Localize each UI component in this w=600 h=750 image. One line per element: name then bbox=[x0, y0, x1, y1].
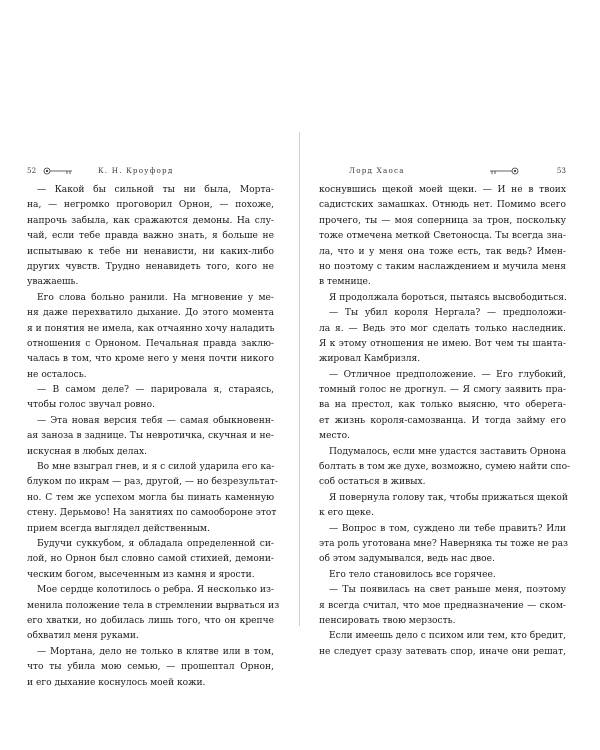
text-line: жировал Камбризля. bbox=[319, 354, 421, 365]
text-line: ческим богом, высеченным из камня и ярости. bbox=[27, 569, 255, 580]
text-line: обхватил меня руками. bbox=[27, 631, 139, 642]
text-line: испытываю к тебе ни ненависти, ни каких-либо bbox=[27, 246, 274, 257]
text-line: чалась в том, что кроме него у меня почти никого bbox=[27, 354, 274, 365]
text-line: — В самом деле? — парировала я, стараясь, bbox=[37, 385, 274, 396]
left-body-text bbox=[27, 183, 280, 691]
text-line: место. bbox=[319, 431, 350, 442]
text-line: менила положение тела в стремлении вырваться из bbox=[27, 600, 280, 611]
text-line: ня даже перехватило дыхание. До этого момента bbox=[27, 308, 274, 319]
text-line: не следует сразу затевать спор, иначе они решат, bbox=[319, 646, 566, 657]
page-gutter-line bbox=[299, 132, 300, 626]
text-line: ла, что и у меня она тоже есть, так ведь? Имен- bbox=[319, 246, 566, 257]
text-line: тоже отмечена меткой Светоносца. Ты всегда зна- bbox=[319, 231, 566, 242]
text-line: ет жизнь короля-самозванца. И тогда займу его bbox=[319, 415, 566, 426]
left-page-number: 52 bbox=[27, 166, 37, 175]
text-line: ва на престол, как только выясню, что оберега- bbox=[319, 400, 566, 411]
text-line: Я повернула голову так, чтобы прижаться щекой bbox=[329, 492, 568, 503]
text-line: что ты убила мою семью, — прошептал Орнон, bbox=[27, 662, 274, 673]
right-running-head bbox=[319, 166, 566, 178]
right-page bbox=[319, 0, 571, 750]
left-running-title: К. Н. Кроуфорд bbox=[98, 166, 174, 175]
left-page bbox=[27, 0, 280, 750]
text-line: прочего, ты — моя соперница за трон, поскольку bbox=[319, 215, 566, 226]
text-line: Будучи суккубом, я обладала определенной си- bbox=[37, 538, 274, 549]
right-body-text bbox=[319, 183, 571, 660]
text-line: но поэтому с таким наслаждением и мучила меня bbox=[319, 261, 566, 272]
text-line: я всегда считал, что мое предназначение — ском- bbox=[319, 600, 566, 611]
text-line: других чувств. Трудно ненавидеть того, кого не bbox=[27, 261, 274, 272]
text-line: — Ты убил короля Нергала? — предположи- bbox=[329, 308, 566, 319]
text-line: Мое сердце колотилось о ребра. Я несколько из- bbox=[37, 585, 274, 596]
text-line: Подумалось, если мне удастся заставить Орнона bbox=[329, 446, 567, 457]
text-line: к его щеке. bbox=[319, 508, 374, 519]
text-line: Я к этому отношения не имею. Вот чем ты шанта- bbox=[319, 338, 566, 349]
text-line: — Эта новая версия тебя — самая обыкновенн- bbox=[37, 415, 274, 426]
right-running-title: Лорд Хаоса bbox=[349, 166, 405, 175]
text-line: я и понятия не имела, как отчаянно хочу наладить bbox=[27, 323, 275, 334]
text-line: чай, если тебе правда важно знать, я больше не bbox=[27, 231, 274, 242]
text-line: коснувшись щекой моей щеки. — И не в твоих bbox=[319, 185, 566, 195]
text-line: болтать в том же духе, возможно, сумею найти спо- bbox=[319, 462, 571, 473]
text-line: отношения с Орноном. Печальная правда заклю- bbox=[27, 338, 274, 349]
text-line: — Ты появилась на свет раньше меня, поэтому bbox=[329, 585, 566, 596]
text-line: лой, но Орнон был словно самой стихией, демони- bbox=[27, 554, 274, 565]
text-line: томный голос не дрогнул. — Я смогу заявить пра- bbox=[319, 385, 566, 396]
text-line: соб остаться в живых. bbox=[319, 477, 426, 488]
text-line: его хватки, но добилась лишь того, что он крепче bbox=[27, 615, 274, 626]
text-line: Его тело становилось все горячее. bbox=[329, 569, 496, 580]
text-line: в темнице. bbox=[319, 277, 371, 288]
text-line: стену. Дерьмово! На занятиях по самообороне этот bbox=[27, 508, 277, 519]
right-page-number: 53 bbox=[556, 166, 566, 175]
text-line: ая заноза в заднице. Ты невротичка, скучная и не- bbox=[27, 431, 274, 442]
text-line: — Отличное предположение. — Его глубокий, bbox=[329, 369, 566, 380]
text-line: искусная в любых делах. bbox=[27, 446, 148, 457]
text-line: на, — негромко проговорил Орнон, — похоже, bbox=[27, 200, 274, 211]
text-line: уважаешь. bbox=[27, 277, 79, 288]
text-line: Если имеешь дело с психом или тем, кто бредит, bbox=[329, 631, 566, 642]
text-line: садистских замашках. Отнюдь нет. Помимо всего bbox=[319, 200, 566, 211]
text-line: Во мне взыграл гнев, и я с силой ударила его ка- bbox=[37, 462, 275, 473]
key-ornament-icon bbox=[489, 167, 519, 175]
text-line: эта роль уготована мне? Наверняка ты тоже не раз bbox=[319, 538, 568, 549]
key-ornament-icon bbox=[43, 167, 73, 175]
text-line: об этом задумывался, ведь нас двое. bbox=[319, 554, 495, 565]
text-line: — Вопрос в том, суждено ли тебе править? Или bbox=[329, 523, 566, 534]
text-line: чтобы голос звучал ровно. bbox=[27, 400, 155, 411]
text-line: не осталось. bbox=[27, 369, 87, 380]
text-line: — Мортана, дело не только в клятве или в том, bbox=[37, 646, 274, 657]
text-line: но. С тем же успехом могла бы пинать каменную bbox=[27, 492, 274, 503]
left-running-head bbox=[27, 166, 274, 178]
text-line: ла я. — Ведь это мог сделать только наследник. bbox=[319, 323, 566, 334]
text-line: Я продолжала бороться, пытаясь высвободиться. bbox=[329, 292, 567, 303]
text-line: пенсировать твою мерзость. bbox=[319, 615, 456, 626]
text-line: Его слова больно ранили. На мгновение у ме- bbox=[37, 292, 274, 303]
text-line: блуком по икрам — раз, другой, — но безрезультат- bbox=[27, 477, 278, 488]
text-line: прием всегда выглядел действенным. bbox=[27, 523, 210, 534]
text-line: — Какой бы сильной ты ни была, Морта- bbox=[37, 185, 274, 195]
text-line: и его дыхание коснулось моей кожи. bbox=[27, 677, 206, 688]
text-line: напрочь забыла, как сражаются демоны. На слу- bbox=[27, 215, 274, 226]
